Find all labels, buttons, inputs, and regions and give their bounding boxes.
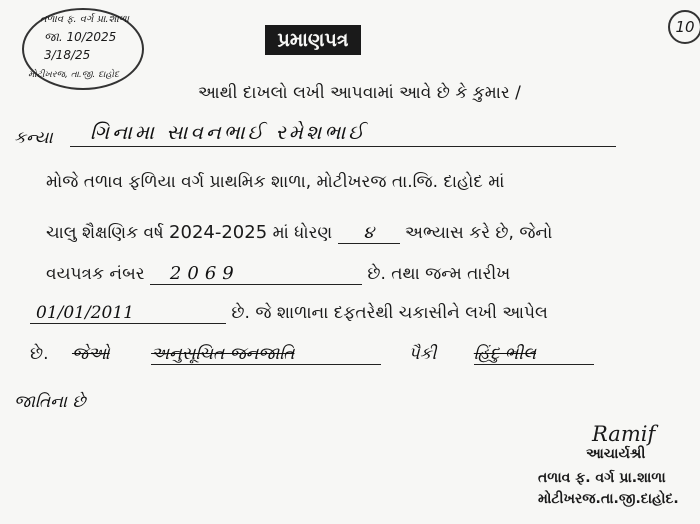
register-number: 2069 [150, 263, 362, 285]
student-name: ગિનામા સાવનભાઈ રમેશભાઈ [90, 120, 367, 144]
dob-line [30, 303, 548, 324]
stamp-inward-number: જા. 10/2025 [44, 30, 117, 44]
year-text-c: અભ્યાસ કરે છે, જેનો [405, 223, 553, 243]
stamp-top-text: તળાવ ફ. વર્ગ પ્રા.શાળા [40, 14, 130, 25]
register-text-a: વયપત્રક નંબર [46, 264, 145, 284]
date-of-birth: 01/01/2011 [30, 303, 226, 324]
caste-line [30, 344, 594, 365]
name-underline [70, 146, 616, 147]
caste-prefix: છે. [30, 344, 49, 364]
register-line [46, 263, 510, 285]
year-text-a: ચાલુ શૈક્ષણિક વર્ષ [46, 223, 164, 243]
sub-caste: હિંદુ ભીલ [474, 344, 594, 365]
stamp-date: 3/18/25 [44, 48, 91, 62]
gender-prefix [14, 128, 53, 148]
dob-text: છે. જે શાળાના દફતરેથી ચકાસીને લખી આપેલ [231, 303, 548, 323]
school-line: મોજે તળાવ ફળિયા વર્ગ પ્રાથમિક શાળા, મોટીખરજ તા.જિ. દાહોદ માં [46, 172, 505, 192]
signatory-title: આચાર્યશ્રી [586, 446, 646, 462]
signatory-place: મોટીખરજ.તા.જી.દાહોદ. [538, 491, 679, 507]
gender-prefix-text: કન્યા [14, 128, 53, 148]
principal-signature: Ramif [592, 422, 656, 446]
signatory-school: તળાવ ફ. વર્ગ પ્રા.શાળા [538, 470, 666, 486]
register-text-b: છે. તથા જન્મ તારીખ [367, 264, 511, 284]
caste-mid: પૈકી [408, 344, 437, 364]
intro-line: આથી દાખલો લખી આપવામાં આવે છે કે કુમાર / [198, 83, 521, 103]
caste-jene: જેઓ [71, 344, 110, 364]
page-number: 10 [668, 10, 700, 44]
academic-year: 2024-2025 [169, 222, 268, 243]
year-line [46, 222, 552, 244]
year-text-b: માં ધોરણ [272, 223, 333, 243]
caste-category: અનુસૂચિત જનજાતિ [151, 344, 381, 365]
standard-value: ૪ [338, 223, 400, 244]
stamp-bottom-text: મોટીખરજ, તા.જી. દાહોદ [28, 70, 120, 80]
certificate-title: પ્રમાણપત્ર [265, 25, 361, 55]
caste-ending: જાતિના છે [14, 392, 86, 412]
